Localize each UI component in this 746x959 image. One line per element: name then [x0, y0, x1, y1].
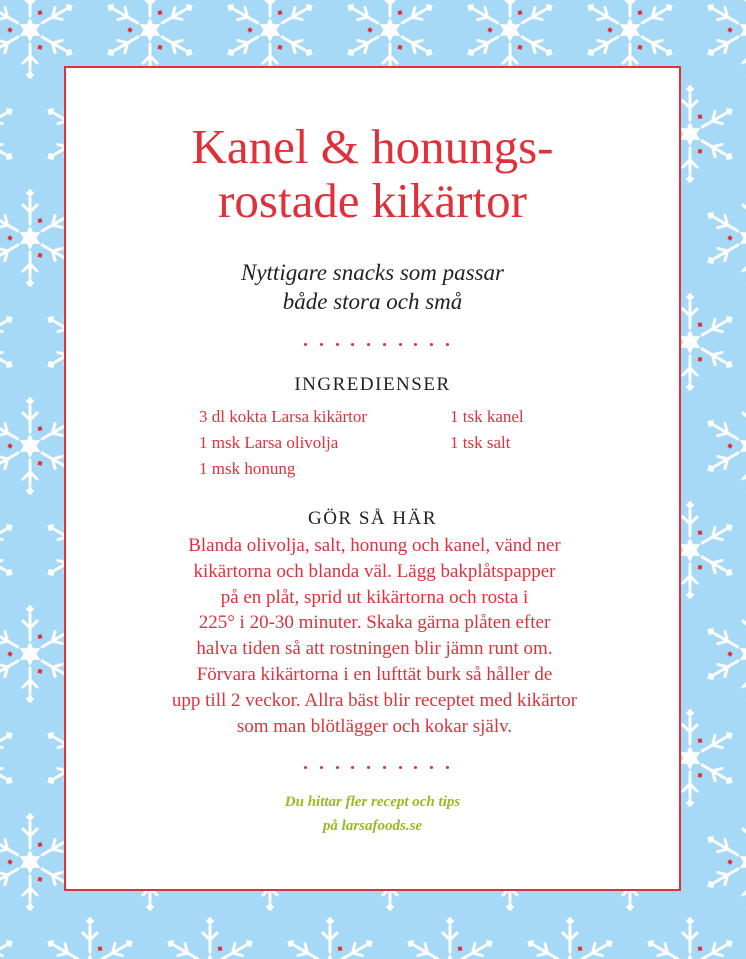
divider-dot: [304, 766, 307, 769]
snowflake-icon: [707, 605, 746, 703]
recipe-subtitle-line: Nyttigare snacks som passar: [240, 260, 504, 285]
ingredient-item: 1 msk honung: [199, 459, 296, 478]
divider-dot: [367, 343, 370, 346]
ingredients-list-left: [199, 404, 367, 482]
ingredient-item: 3 dl kokta Larsa kikärtor: [199, 407, 368, 426]
recipe-subtitle: [66, 258, 679, 316]
divider-dot: [446, 766, 449, 769]
method-line: som man blötlägger och kokar själv.: [236, 715, 513, 737]
snowflake-icon: [47, 917, 132, 959]
snowflake-icon: [0, 85, 13, 183]
divider-dot: [304, 343, 307, 346]
divider-dot: [351, 766, 354, 769]
method-line: upp till 2 veckor. Allra bäst blir receptet med kikärtor: [171, 689, 578, 711]
divider-dot: [399, 766, 402, 769]
ingredient-item: 1 tsk salt: [450, 433, 511, 452]
snowflake-icon: [0, 813, 73, 911]
snowflake-icon: [167, 917, 252, 959]
method-line: Blanda olivolja, salt, honung och kanel, vänd ner: [188, 535, 561, 556]
ingredient-item: 1 msk Larsa olivolja: [199, 433, 339, 452]
footer-tip: [66, 790, 679, 838]
snowflake-icon: [0, 0, 73, 79]
divider-dot: [383, 343, 386, 346]
recipe-card: [64, 66, 681, 891]
snowflake-icon: [407, 917, 492, 959]
snowflake-icon: [0, 397, 73, 495]
divider-dot: [446, 343, 449, 346]
snowflake-icon: [0, 605, 73, 703]
footer-line: på larsafoods.se: [322, 818, 423, 834]
divider-dot: [430, 766, 433, 769]
divider-dot: [320, 343, 323, 346]
recipe-title-line: rostade kikärtor: [218, 173, 527, 228]
method-line: kikärtorna och blanda väl. Lägg bakplåtspapper: [193, 560, 556, 582]
divider-dot: [414, 343, 417, 346]
snowflake-icon: [0, 293, 13, 391]
divider-dot: [336, 343, 339, 346]
method-heading: GÖR SÅ HÄR: [307, 508, 438, 529]
snowflake-icon: [527, 917, 612, 959]
dotted-divider: [304, 764, 449, 770]
footer-line: Du hittar fler recept och tips: [284, 794, 461, 810]
ingredients-heading: INGREDIENSER: [294, 374, 451, 395]
method-line: Förvara kikärtorna i en lufttät burk så håller de: [196, 663, 553, 685]
recipe-title: [66, 120, 679, 228]
snowflake-icon: [707, 0, 746, 79]
ingredient-item: 1 tsk kanel: [450, 407, 524, 426]
recipe-title-line: Kanel & honungs-: [191, 119, 554, 174]
divider-dot: [430, 343, 433, 346]
divider-dot: [414, 766, 417, 769]
ingredients-list-right: [450, 404, 524, 456]
divider-dot: [320, 766, 323, 769]
divider-dot: [336, 766, 339, 769]
snowflake-icon: [0, 189, 73, 287]
dotted-divider: [304, 341, 449, 347]
method-text: [86, 533, 663, 739]
divider-dot: [383, 766, 386, 769]
divider-dot: [367, 766, 370, 769]
snowflake-icon: [0, 501, 13, 599]
method-line: 225° i 20-30 minuter. Skaka gärna plåten efter: [198, 612, 551, 634]
snowflake-icon: [707, 813, 746, 911]
divider-dot: [351, 343, 354, 346]
snowflake-icon: [707, 189, 746, 287]
divider-dot: [399, 343, 402, 346]
recipe-subtitle-line: både stora och små: [282, 289, 463, 314]
snowflake-icon: [707, 397, 746, 495]
snowflake-icon: [0, 917, 13, 959]
method-line: på en plåt, sprid ut kikärtorna och rosta i: [220, 586, 529, 608]
method-line: halva tiden så att rostningen blir jämn runt om.: [196, 638, 553, 660]
snowflake-icon: [287, 917, 372, 959]
snowflake-icon: [0, 709, 13, 807]
snowflake-icon: [647, 917, 732, 959]
